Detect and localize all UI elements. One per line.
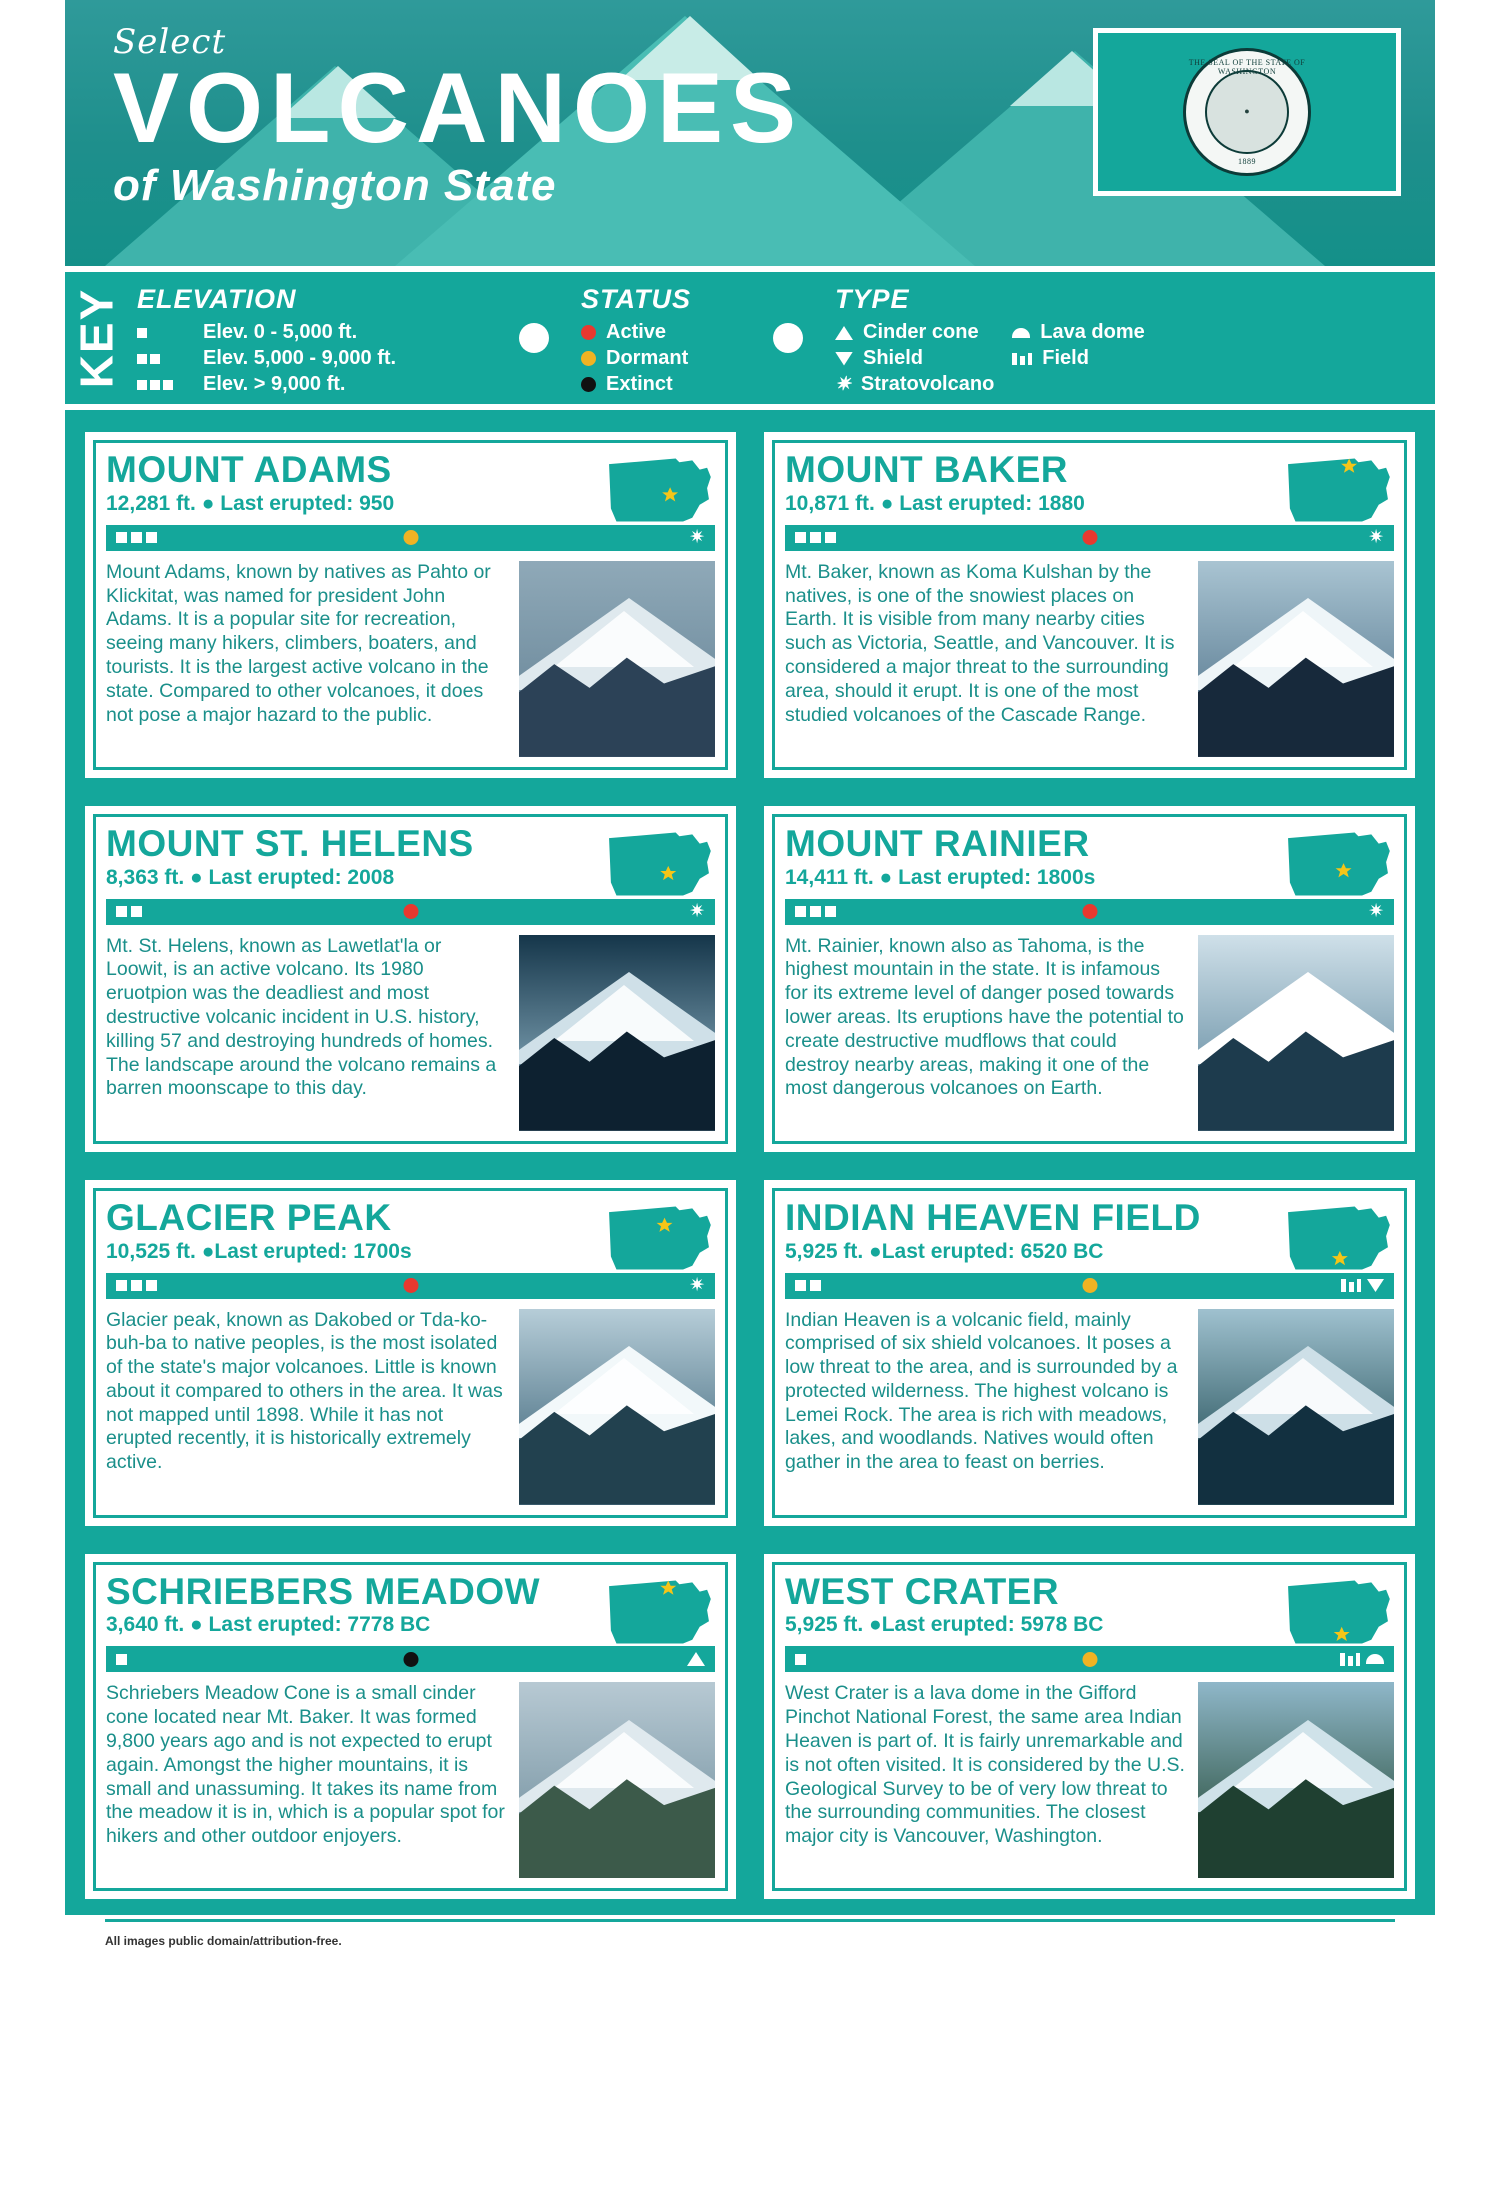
state-map-thumbnail (603, 1575, 715, 1649)
state-map-thumbnail (603, 827, 715, 901)
type-indicator (1368, 527, 1384, 549)
elevation-indicator (795, 532, 836, 543)
elevation-indicator (116, 1280, 157, 1291)
legend-type-group (825, 272, 1155, 404)
status-extinct-dot-icon (581, 377, 596, 392)
elevation-indicator (795, 1654, 806, 1665)
elevation-square-icon (146, 532, 157, 543)
legend-type-item-label: Shield (863, 347, 924, 369)
elevation-square-icon (810, 532, 821, 543)
page-subtitle: of Washington State (113, 160, 557, 210)
type-indicator (689, 527, 705, 549)
volcano-name: MOUNT BAKER (785, 449, 1068, 490)
photo-snowcap (1233, 1358, 1373, 1414)
stratovolcano-icon: ✷ (689, 527, 705, 549)
volcano-stats: 3,640 ft. ● Last erupted: 7778 BC (106, 1613, 431, 1637)
status-active-dot-icon (581, 325, 596, 340)
field-icon (1012, 353, 1032, 365)
legend-spacer-circle-right (751, 272, 825, 404)
volcano-icon-strip (785, 899, 1394, 925)
volcano-description: Indian Heaven is a volcanic field, mainly comprised of six shield volcanoes. It poses a low threat to the area, and is surrounded by a protected wilderness. The highest volcano is Lemei Rock. The area is rich with meadows, lakes, and woodlands. Natives would often gather in the area to feast on berries. (785, 1308, 1178, 1474)
legend-elevation-item (137, 373, 487, 396)
poster-header (65, 0, 1435, 272)
elevation-square-icon (116, 1654, 127, 1665)
status-indicator (1082, 904, 1097, 919)
legend-elevation-heading: ELEVATION (137, 284, 297, 314)
washington-state-outline-icon (1282, 453, 1394, 527)
washington-state-outline-icon (603, 453, 715, 527)
status-indicator (1082, 1652, 1097, 1667)
legend-label-text: KEY (70, 287, 122, 389)
volcano-card[interactable] (758, 1174, 1421, 1532)
legend-type-item (1012, 347, 1144, 370)
volcano-description: West Crater is a lava dome in the Gifford Pinchot National Forest, the same area Indian Heaven is part of. It is fairly unremarkable and is not often visited. It is considered by the U.S. Geological Survey to be of very low threat to the surrounding communities. The closest major city is Vancouver, Washington. (785, 1682, 1185, 1848)
legend-status-heading: STATUS (581, 284, 691, 314)
elevation-indicator (116, 1654, 127, 1665)
state-map-thumbnail (1282, 1201, 1394, 1275)
stratovolcano-icon: ✷ (1368, 527, 1384, 549)
legend-circle-icon (773, 323, 803, 353)
elevation-3-square-icon (137, 380, 203, 390)
photo-snowcap (1233, 1732, 1373, 1788)
cinder-cone-icon (687, 1652, 705, 1666)
poster (65, 0, 1435, 1964)
state-map-thumbnail (1282, 453, 1394, 527)
legend-status-group (571, 272, 751, 404)
elevation-square-icon (810, 906, 821, 917)
legend-type-column-left (835, 321, 994, 399)
legend-circle-icon (519, 323, 549, 353)
volcano-stats: 12,281 ft. ● Last erupted: 950 (106, 491, 395, 515)
volcano-card[interactable] (758, 800, 1421, 1158)
elevation-square-icon (131, 532, 142, 543)
elevation-square-icon (825, 906, 836, 917)
lava-dome-icon (1366, 1654, 1384, 1664)
washington-state-outline-icon (1282, 827, 1394, 901)
lava-dome-icon (1012, 328, 1030, 338)
volcano-card[interactable] (79, 426, 742, 784)
elevation-square-icon (116, 532, 127, 543)
volcano-photo (1198, 561, 1394, 757)
volcano-stats: 10,525 ft. ●Last erupted: 1700s (106, 1239, 412, 1263)
status-indicator (403, 904, 418, 919)
volcano-icon-strip (785, 1646, 1394, 1672)
volcano-icon-strip (106, 525, 715, 551)
legend-label-rotated (65, 272, 127, 404)
legend-elevation-item-label: Elev. > 9,000 ft. (203, 373, 346, 395)
status-dot-icon (403, 904, 418, 919)
volcano-name: SCHRIEBERS MEADOW (106, 1570, 541, 1612)
elevation-square-icon (810, 1280, 821, 1291)
seal-portrait: ● (1205, 70, 1289, 154)
seal-year: 1889 (1238, 157, 1256, 166)
volcano-card[interactable] (758, 426, 1421, 784)
elevation-indicator (795, 906, 836, 917)
state-seal-box (1093, 28, 1401, 196)
legend-type-item-label: Stratovolcano (860, 373, 995, 395)
elevation-square-icon (795, 1654, 806, 1665)
page-title: VOLCANOES (113, 52, 804, 163)
status-dot-icon (403, 1652, 418, 1667)
status-indicator (1082, 1278, 1097, 1293)
volcano-name: MOUNT ST. HELENS (106, 822, 474, 864)
volcano-photo (519, 1682, 715, 1878)
photo-snowcap (554, 985, 694, 1041)
volcano-card-area (65, 410, 1435, 1915)
washington-state-outline-icon (603, 1575, 715, 1649)
stratovolcano-icon: ✷ (689, 901, 705, 923)
seal-top-text: THE SEAL OF THE STATE OF WASHINGTON (1188, 58, 1306, 76)
photo-snowcap (554, 611, 694, 667)
volcano-description: Schriebers Meadow Cone is a small cinder cone located near Mt. Baker. It was formed 9,800 years ago and is not expected to erupt again. Amongst the higher mountains, it is small and unassuming. It takes its name from the meadow it is in, which is a popular spot for hikers and other outdoor enjoyers. (106, 1682, 505, 1848)
volcano-photo (519, 561, 715, 757)
volcano-photo (1198, 935, 1394, 1131)
status-dot-icon (1082, 1278, 1097, 1293)
elevation-square-icon (795, 906, 806, 917)
volcano-card[interactable] (79, 1174, 742, 1532)
type-indicator (1368, 901, 1384, 923)
washington-state-outline-icon (1282, 1201, 1394, 1275)
legend-type-column-right (1012, 321, 1144, 399)
elevation-square-icon (795, 1280, 806, 1291)
volcano-name: MOUNT ADAMS (106, 449, 392, 490)
volcano-icon-strip (785, 1273, 1394, 1299)
volcano-card-grid (79, 426, 1421, 1905)
photo-snowcap (1233, 611, 1373, 667)
legend-bar (65, 272, 1435, 410)
legend-elevation-item-label: Elev. 5,000 - 9,000 ft. (203, 347, 397, 369)
elevation-square-icon (116, 906, 127, 917)
volcano-name: GLACIER PEAK (106, 1196, 392, 1238)
status-dot-icon (403, 530, 418, 545)
volcano-card[interactable] (79, 1548, 742, 1906)
status-indicator (403, 1278, 418, 1293)
legend-elevation-group (127, 272, 497, 404)
photo-snowcap (554, 1732, 694, 1788)
washington-state-outline-icon (603, 827, 715, 901)
volcano-photo (519, 1309, 715, 1505)
volcano-description: Glacier peak, known as Dakobed or Tda-ko-buh-ba to native peoples, is the most isolated of the state's major volcanoes. Little is known about it compared to others in the area. It was not mapped until 1898. While it has not erupted recently, it is historically extremely active. (106, 1308, 503, 1474)
legend-type-item-label: Field (1042, 347, 1089, 369)
type-indicator (1340, 1653, 1384, 1666)
legend-type-heading: TYPE (835, 284, 910, 314)
legend-elevation-item-label: Elev. 0 - 5,000 ft. (203, 321, 358, 343)
legend-status-item-label: Dormant (606, 347, 689, 369)
elevation-square-icon (795, 532, 806, 543)
type-indicator (689, 1275, 705, 1297)
volcano-card[interactable] (758, 1548, 1421, 1906)
volcano-description: Mt. Baker, known as Koma Kulshan by the natives, is one of the snowiest places on Earth. It is visible from many nearby cities such as Victoria, Seattle, and Vancouver. It is considered a major threat to the surrounding area, should it erupt. It is one of the most studied volcanoes of the Cascade Range. (785, 560, 1175, 726)
elevation-2-square-icon (137, 354, 203, 364)
elevation-square-icon (825, 532, 836, 543)
elevation-square-icon (116, 1280, 127, 1291)
type-indicator (689, 901, 705, 923)
volcano-icon-strip (106, 1646, 715, 1672)
washington-state-seal-icon (1183, 48, 1311, 176)
elevation-indicator (116, 532, 157, 543)
volcano-name: MOUNT RAINIER (785, 822, 1090, 864)
volcano-stats: 5,925 ft. ●Last erupted: 6520 BC (785, 1239, 1104, 1263)
status-dot-icon (1082, 904, 1097, 919)
elevation-indicator (795, 1280, 821, 1291)
state-map-thumbnail (603, 1201, 715, 1275)
washington-state-outline-icon (603, 1201, 715, 1275)
legend-status-item (581, 347, 741, 370)
legend-status-item (581, 373, 741, 396)
legend-type-item (835, 321, 994, 344)
photo-snowcap (1233, 985, 1373, 1041)
status-dot-icon (1082, 530, 1097, 545)
state-map-thumbnail (1282, 827, 1394, 901)
volcano-photo (519, 935, 715, 1131)
header-eyebrow: Select (113, 22, 227, 62)
stratovolcano-icon: ✷ (689, 1275, 705, 1297)
legend-elevation-item (137, 347, 487, 370)
legend-type-item-label: Lava dome (1040, 321, 1145, 343)
volcano-icon-strip (785, 525, 1394, 551)
legend-type-item (835, 373, 994, 396)
status-indicator (403, 530, 418, 545)
volcano-photo (1198, 1682, 1394, 1878)
volcano-description: Mount Adams, known by natives as Pahto or Klickitat, was named for president John Adams. It is a popular site for recreation, seeing many hikers, climbers, boaters, and tourists. It is the largest active volcano in the state. Compared to other volcanoes, it does not pose a major hazard to the public. (106, 560, 491, 726)
volcano-card[interactable] (79, 800, 742, 1158)
field-icon (1341, 1279, 1361, 1292)
legend-status-item-label: Active (606, 321, 667, 343)
status-indicator (1082, 530, 1097, 545)
volcano-stats: 8,363 ft. ● Last erupted: 2008 (106, 865, 395, 889)
volcano-description: Mt. St. Helens, known as Lawetlat'la or Loowit, is an active volcano. Its 1980 eruotpion was the deadliest and most destructive volcanic incident in U.S. history, killing 57 and destroying hundreds of homes. The landscape around the volcano remains a barren moonscape to this day. (106, 934, 497, 1100)
stratovolcano-icon: ✷ (1368, 901, 1384, 923)
footer-credit: All images public domain/attribution-free. (65, 1922, 1435, 1964)
legend-type-item (835, 347, 994, 370)
elevation-1-square-icon (137, 328, 203, 338)
status-dot-icon (1082, 1652, 1097, 1667)
cinder-cone-icon (835, 326, 853, 340)
legend-type-item (1012, 321, 1144, 344)
legend-type-item-label: Cinder cone (863, 321, 979, 343)
volcano-photo (1198, 1309, 1394, 1505)
elevation-square-icon (131, 1280, 142, 1291)
elevation-square-icon (131, 906, 142, 917)
volcano-name: INDIAN HEAVEN FIELD (785, 1196, 1201, 1238)
state-map-thumbnail (1282, 1575, 1394, 1649)
volcano-name: WEST CRATER (785, 1570, 1060, 1612)
status-dot-icon (403, 1278, 418, 1293)
volcano-stats: 14,411 ft. ● Last erupted: 1800s (785, 865, 1096, 889)
legend-elevation-item (137, 321, 487, 344)
volcano-stats: 10,871 ft. ● Last erupted: 1880 (785, 491, 1085, 515)
field-icon (1340, 1653, 1360, 1666)
washington-state-outline-icon (1282, 1575, 1394, 1649)
photo-snowcap (554, 1358, 694, 1414)
state-map-thumbnail (603, 453, 715, 527)
volcano-description: Mt. Rainier, known also as Tahoma, is the highest mountain in the state. It is infamous for its extreme level of danger posed towards lower areas. Its eruptions have the potential to create destructive mudflows that could destroy nearby areas, making it one of the most dangerous volcanoes on Earth. (785, 934, 1184, 1100)
shield-icon (1367, 1279, 1384, 1292)
elevation-square-icon (146, 1280, 157, 1291)
type-indicator (1341, 1279, 1384, 1292)
volcano-icon-strip (106, 1273, 715, 1299)
status-indicator (403, 1652, 418, 1667)
elevation-indicator (116, 906, 142, 917)
status-dormant-dot-icon (581, 351, 596, 366)
type-indicator (687, 1652, 705, 1666)
shield-icon (835, 352, 853, 366)
legend-status-item-label: Extinct (606, 373, 673, 395)
volcano-icon-strip (106, 899, 715, 925)
stratovolcano-icon: ✷ (835, 373, 851, 395)
volcano-stats: 5,925 ft. ●Last erupted: 5978 BC (785, 1613, 1104, 1637)
legend-spacer-circle-left (497, 272, 571, 404)
legend-status-item (581, 321, 741, 344)
